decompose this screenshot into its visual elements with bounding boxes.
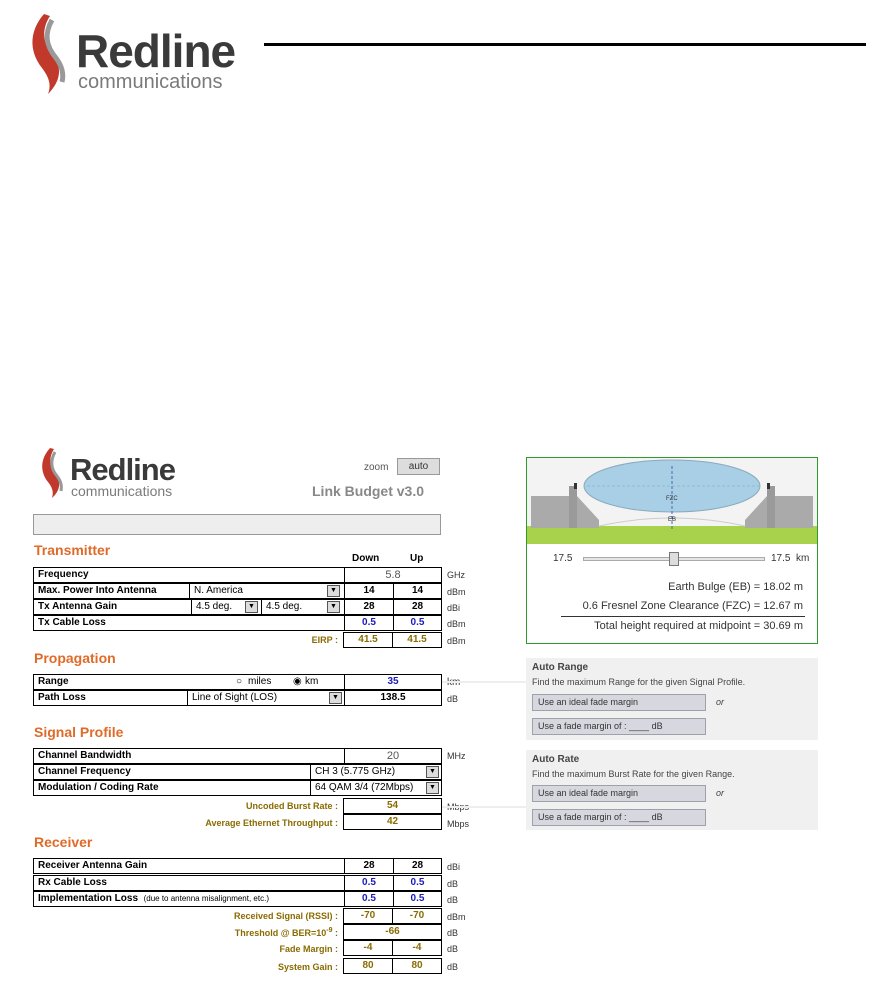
tx-cable-label: Tx Cable Loss (38, 617, 106, 628)
tx-gain-down[interactable]: 28 (344, 600, 393, 614)
tx-cable-unit: dBm (447, 619, 466, 629)
threshold-label (150, 927, 338, 938)
channel-label: Channel Frequency (38, 766, 131, 777)
swoosh-logo-icon (22, 10, 72, 96)
auto-rate-fade-button[interactable]: Use a fade margin of : ____ dB (532, 809, 706, 826)
total-height: Total height required at midpoint = 30.69 m (594, 620, 803, 632)
range-row (33, 674, 442, 690)
threshold-label-pre: Threshold @ BER=10 (234, 928, 327, 938)
range-slider-thumb[interactable] (669, 552, 679, 566)
path-loss-unit: dB (447, 694, 459, 704)
max-power-label: Max. Power Into Antenna (38, 585, 157, 596)
auto-rate-or: or (716, 788, 725, 798)
right-distance (771, 553, 809, 564)
eb-label: EB (668, 517, 677, 523)
burst-label: Uncoded Burst Rate : (245, 801, 338, 811)
auto-range-ideal-button[interactable]: Use an ideal fade margin (532, 694, 706, 711)
chevron-down-icon[interactable]: ▼ (327, 585, 340, 597)
chevron-down-icon[interactable]: ▼ (426, 782, 439, 794)
eirp-label: EIRP : (311, 635, 338, 645)
connector-line (442, 681, 526, 683)
max-power-row (33, 583, 442, 599)
threshold-label-post: : (332, 928, 338, 938)
modulation-select[interactable]: 64 QAM 3/4 (72Mbps) (310, 781, 441, 795)
rx-cable-label: Rx Cable Loss (38, 877, 107, 888)
frequency-value[interactable]: 5.8 (344, 568, 441, 582)
auto-range-fade-button[interactable]: Use a fade margin of : ____ dB (532, 718, 706, 735)
swoosh-logo-icon (36, 446, 66, 500)
impl-loss-up[interactable]: 0.5 (393, 892, 441, 906)
path-model-select[interactable]: Line of Sight (LOS) (187, 691, 344, 705)
eirp-up: 41.5 (392, 632, 442, 648)
tx-cable-row (33, 615, 442, 631)
bandwidth-row (33, 748, 442, 764)
app-brand-sub: communications (71, 483, 173, 499)
path-loss-row (33, 690, 442, 706)
frequency-unit: GHz (447, 570, 465, 580)
burst-value: 54 (343, 798, 442, 814)
left-distance: 17.5 (553, 553, 573, 564)
transmitter-heading: Transmitter (34, 542, 111, 558)
beam-down-select[interactable]: 4.5 deg. (191, 600, 261, 614)
auto-range-title: Auto Range (532, 662, 589, 673)
rx-cable-unit: dB (447, 879, 459, 889)
rx-gain-row (33, 858, 442, 874)
rx-gain-unit: dBi (447, 862, 461, 872)
link-profile-diagram (527, 458, 817, 544)
system-gain-down: 80 (343, 958, 393, 974)
auto-range-panel (526, 658, 818, 740)
auto-rate-title: Auto Rate (532, 754, 580, 765)
throughput-label: Average Ethernet Throughput : (205, 818, 338, 828)
channel-select[interactable]: CH 3 (5.775 GHz) (310, 765, 441, 779)
tx-cable-up[interactable]: 0.5 (393, 616, 441, 630)
auto-rate-desc: Find the maximum Burst Rate for the given Range. (532, 769, 735, 779)
fade-unit: dB (447, 944, 459, 954)
throughput-value: 42 (343, 814, 442, 830)
totals-divider (561, 616, 805, 617)
modulation-row (33, 780, 442, 796)
chevron-down-icon[interactable]: ▼ (245, 601, 258, 613)
radio-km-label: km (305, 676, 319, 687)
rx-cable-down[interactable]: 0.5 (344, 876, 393, 890)
auto-rate-ideal-button[interactable]: Use an ideal fade margin (532, 785, 706, 802)
path-loss-label: Path Loss (38, 692, 86, 703)
impl-loss-title: Implementation Loss (38, 893, 139, 904)
link-profile-panel (526, 457, 818, 644)
bandwidth-label: Channel Bandwidth (38, 750, 132, 761)
radio-km-icon[interactable]: ◉ (293, 676, 302, 687)
rx-gain-down[interactable]: 28 (344, 859, 393, 873)
app-logo (36, 446, 216, 500)
region-select[interactable]: N. America (189, 584, 344, 598)
fade-down: -4 (343, 940, 393, 956)
eirp-down: 41.5 (343, 632, 393, 648)
range-label: Range (38, 676, 69, 687)
eirp-unit: dBm (447, 636, 466, 646)
radio-miles-icon[interactable]: ○ (236, 676, 243, 687)
max-power-up[interactable]: 14 (393, 584, 441, 598)
status-bar (33, 514, 441, 535)
frequency-label: Frequency (38, 569, 89, 580)
rssi-down: -70 (343, 908, 393, 924)
rssi-up: -70 (392, 908, 442, 924)
auto-range-or: or (716, 697, 725, 707)
tx-gain-label: Tx Antenna Gain (38, 601, 118, 612)
bandwidth-value[interactable]: 20 (344, 749, 441, 763)
impl-loss-note: (due to antenna misalignment, etc.) (143, 894, 269, 903)
tx-gain-row (33, 599, 442, 615)
rx-cable-up[interactable]: 0.5 (393, 876, 441, 890)
system-gain-up: 80 (392, 958, 442, 974)
rx-gain-label: Receiver Antenna Gain (38, 860, 148, 871)
propagation-heading: Propagation (34, 650, 116, 666)
auto-rate-panel (526, 750, 818, 830)
modulation-label: Modulation / Coding Rate (38, 782, 159, 793)
connector-line (442, 806, 526, 808)
threshold-label-sup: -9 (326, 927, 333, 934)
tx-cable-down[interactable]: 0.5 (344, 616, 393, 630)
signal-heading: Signal Profile (34, 724, 124, 740)
auto-range-desc: Find the maximum Range for the given Signal Profile. (532, 677, 746, 687)
impl-loss-unit: dB (447, 895, 459, 905)
range-value[interactable]: 35 (344, 675, 441, 689)
throughput-unit: Mbps (447, 819, 470, 829)
app-brand-main: Redline (70, 452, 175, 487)
impl-loss-down[interactable]: 0.5 (344, 892, 393, 906)
system-gain-unit: dB (447, 962, 459, 972)
rssi-unit: dBm (447, 912, 466, 922)
impl-loss-row (33, 891, 442, 907)
brand-main: Redline (76, 25, 236, 77)
earth-bulge: Earth Bulge (EB) = 18.02 m (668, 581, 803, 593)
zoom-select[interactable]: auto (397, 458, 440, 475)
beam-up-select[interactable]: 4.5 deg. (261, 600, 344, 614)
fresnel-clearance: 0.6 Fresnel Zone Clearance (FZC) = 12.67 m (582, 600, 803, 612)
bandwidth-unit: MHz (447, 751, 466, 761)
col-down-header: Down (352, 553, 380, 564)
brand-sub: communications (78, 71, 223, 93)
range-slider-track[interactable] (583, 557, 765, 561)
tx-gain-unit: dBi (447, 603, 461, 613)
threshold-value: -66 (343, 924, 442, 940)
receiver-heading: Receiver (34, 834, 93, 850)
zoom-label: zoom (364, 462, 389, 473)
threshold-unit: dB (447, 928, 459, 938)
app-title: Link Budget v3.0 (312, 483, 425, 499)
channel-row (33, 764, 442, 780)
radio-miles-label: miles (248, 676, 272, 687)
chevron-down-icon[interactable]: ▼ (327, 601, 340, 613)
col-up-header: Up (410, 553, 424, 564)
right-distance-unit: km (796, 553, 810, 564)
path-loss-value: 138.5 (344, 691, 441, 705)
chevron-down-icon[interactable]: ▼ (329, 692, 342, 704)
system-gain-label: System Gain : (277, 962, 338, 972)
rssi-label: Received Signal (RSSI) : (233, 911, 338, 921)
frequency-row (33, 567, 442, 583)
fade-up: -4 (392, 940, 442, 956)
fzc-label: FZC (666, 496, 678, 502)
max-power-down[interactable]: 14 (344, 584, 393, 598)
rx-gain-up[interactable]: 28 (393, 859, 441, 873)
header-logo (22, 10, 262, 96)
chevron-down-icon[interactable]: ▼ (426, 766, 439, 778)
right-distance-value: 17.5 (771, 553, 791, 564)
rx-cable-row (33, 875, 442, 891)
tx-gain-up[interactable]: 28 (393, 600, 441, 614)
impl-loss-label (38, 892, 269, 906)
fade-label: Fade Margin : (279, 944, 338, 954)
max-power-unit: dBm (447, 587, 466, 597)
header-divider (264, 43, 866, 46)
